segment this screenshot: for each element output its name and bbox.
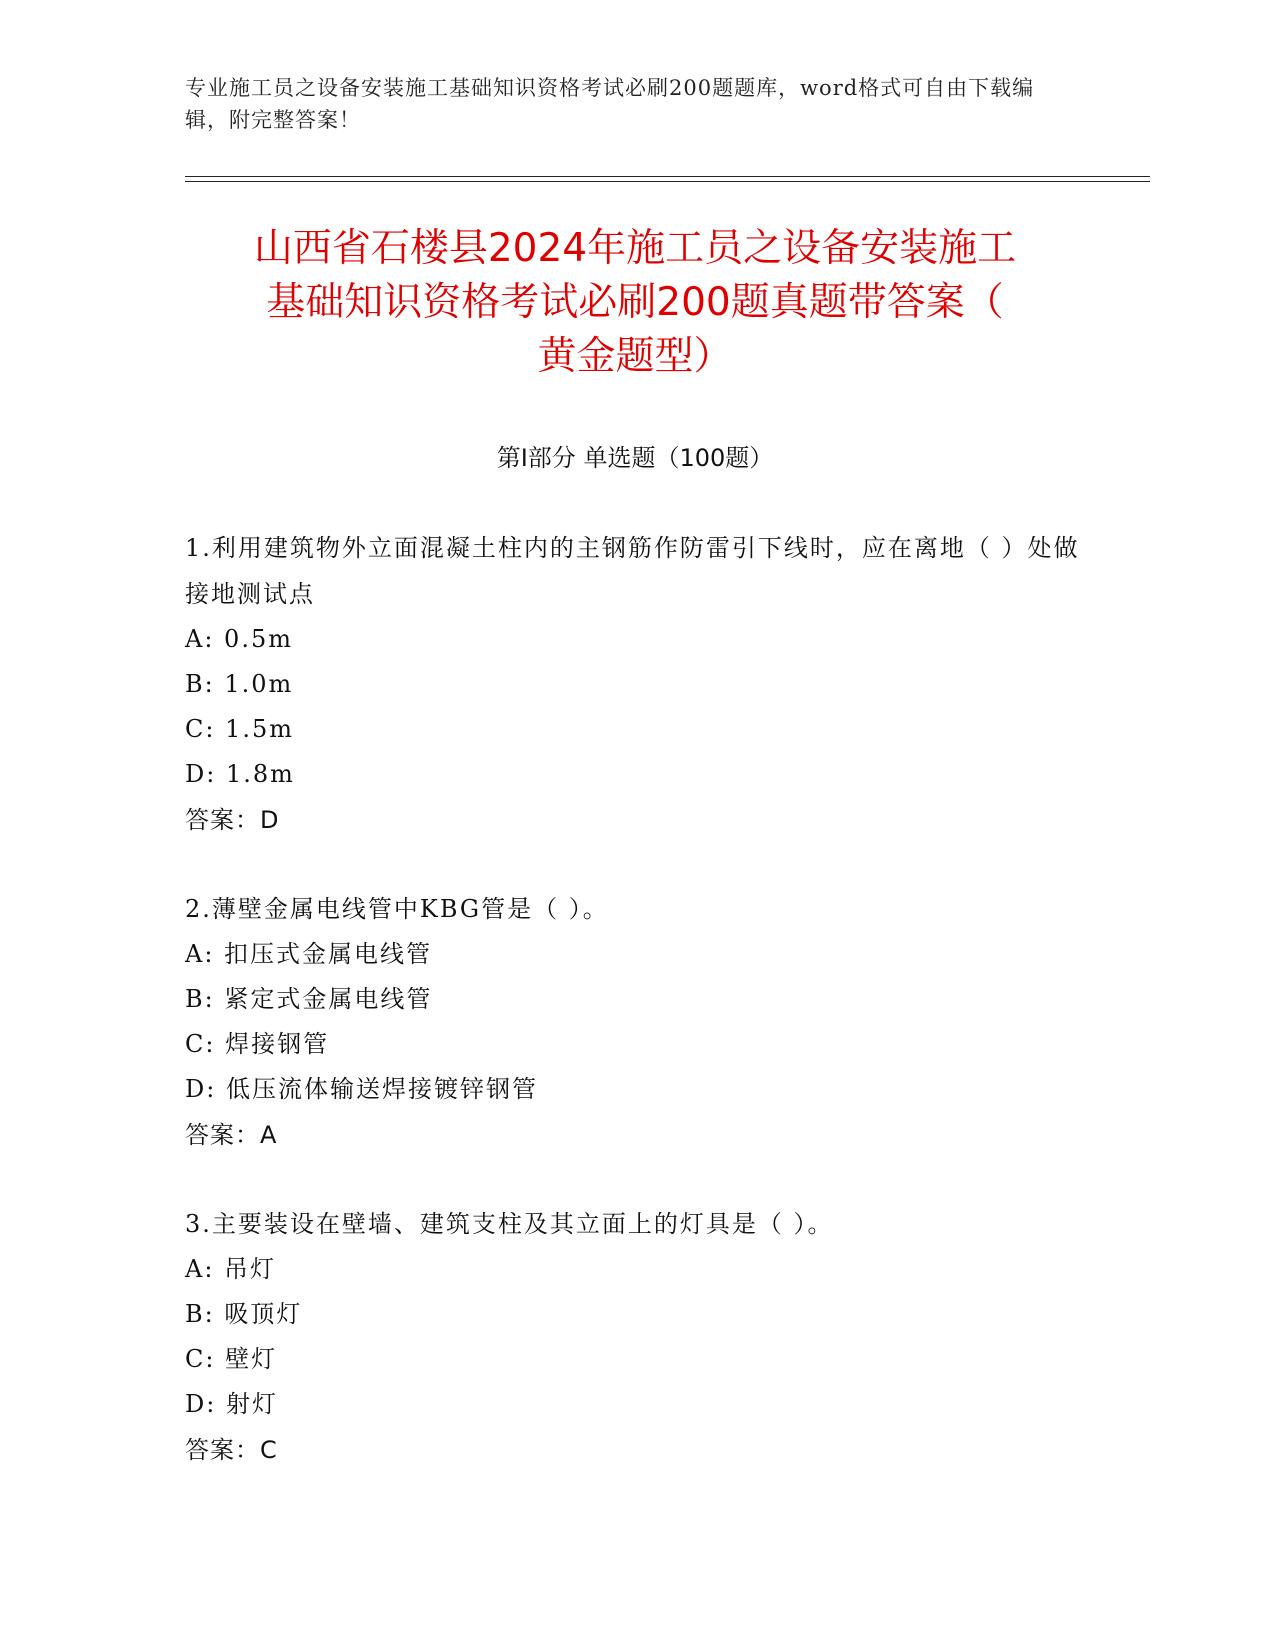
answer: 答案：C [185,1436,278,1464]
option-b: B: 1.0m [185,670,294,698]
header-note: 专业施工员之设备安装施工基础知识资格考试必刷200题题库，word格式可自由下载编辑，附完整答案！ [185,76,1035,132]
question-item [185,1201,1085,1473]
question-item [185,886,1085,1158]
option-d: D: 1.8m [185,760,295,788]
question-text: 1.利用建筑物外立面混凝土柱内的主钢筋作防雷引下线时，应在离地（ ）处做接地测试点 [185,534,1080,608]
option-c: C: 1.5m [185,715,295,743]
header-divider-top [185,176,1150,177]
question-item [185,525,1085,843]
question-text: 2.薄壁金属电线管中KBG管是（ ）。 [185,895,609,923]
question-list [185,525,1085,1516]
option-d: D: 低压流体输送焊接镀锌钢管 [185,1075,538,1103]
option-a: A: 扣压式金属电线管 [185,940,433,968]
title-line: 基础知识资格考试必刷200题真题带答案（ [266,280,1004,325]
title-line: 黄金题型） [537,334,733,379]
option-c: C: 焊接钢管 [185,1030,330,1058]
option-a: A: 0.5m [185,625,293,653]
answer: 答案：D [185,806,280,834]
document-title [185,222,1085,384]
question-text: 3.主要装设在壁墙、建筑支柱及其立面上的灯具是（ ）。 [185,1210,834,1238]
option-c: C: 壁灯 [185,1345,278,1373]
title-line: 山西省石楼县2024年施工员之设备安装施工 [253,226,1017,271]
option-a: A: 吊灯 [185,1255,277,1283]
option-b: B: 紧定式金属电线管 [185,985,433,1013]
option-d: D: 射灯 [185,1390,278,1418]
header-divider-bottom [185,181,1150,182]
answer: 答案：A [185,1121,278,1149]
option-b: B: 吸顶灯 [185,1300,303,1328]
section-heading: 第Ⅰ部分 单选题（100题） [496,444,774,472]
